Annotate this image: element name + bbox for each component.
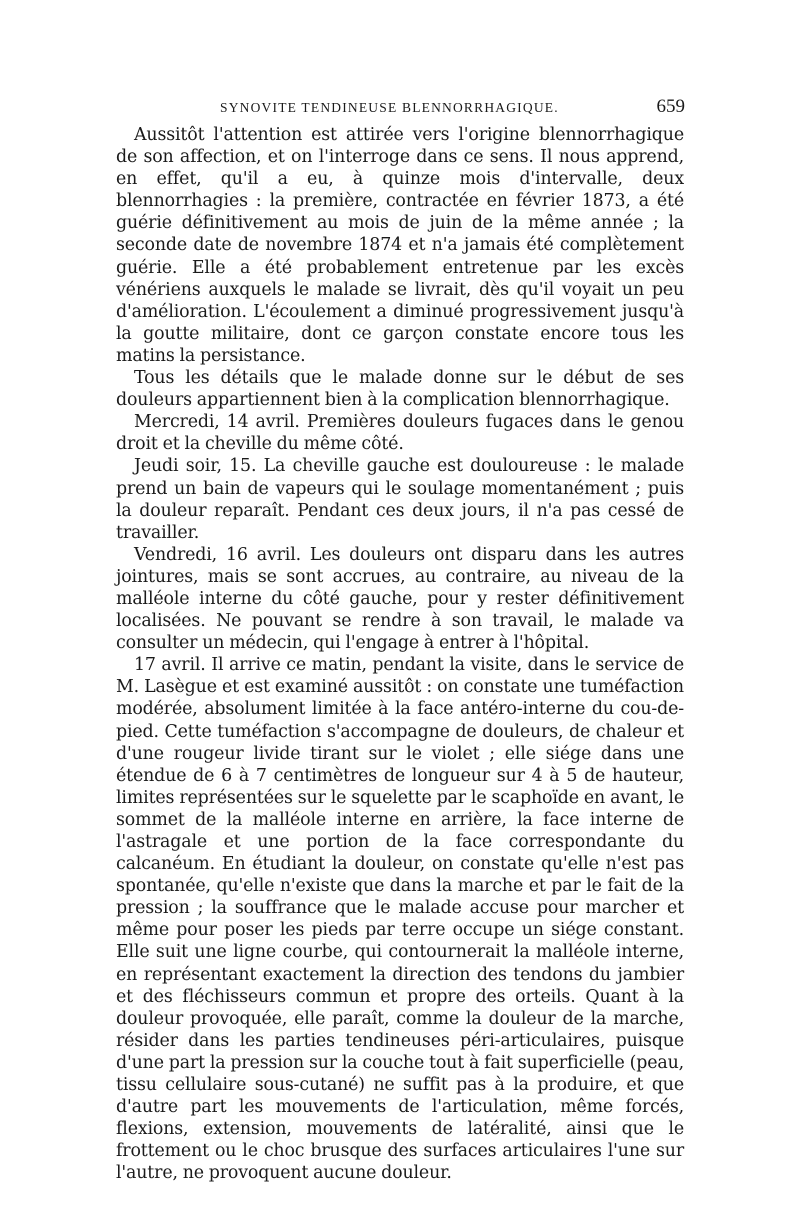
paragraph: Aussitôt l'attention est attirée vers l'origine blennorrhagique de son affection, et on l'interroge dans ce sens. Il nous apprend, en effet, qu'il a eu, à quinze mois d'intervalle, deux blennorrhagies : la première, contractée en février 1873, a été guérie définitivement au mois de juin de la même année ; la seconde date de novembre 1874 et n'a jamais été complètement guérie. Elle a été probablement entretenue par les excès vénériens auxquels le malade se livrait, dès qu'il voyait un peu d'amélioration. L'écoulement a diminué progressivement jusqu'à la goutte militaire, dont ce garçon constate encore tous les matins la persistance. xyxy=(116,125,684,366)
paragraph: Jeudi soir, 15. La cheville gauche est douloureuse : le malade prend un bain de vapeurs qui le soulage momentanément ; puis la douleur reparaît. Pendant ces deux jours, il n'a pas cessé de travailler. xyxy=(116,456,684,543)
paragraph: Tous les détails que le malade donne sur le début de ses douleurs appartiennent bien à la complication blennorrhagique. xyxy=(116,368,684,411)
paragraph: Vendredi, 16 avril. Les douleurs ont disparu dans les autres jointures, mais se sont accrues, au contraire, au niveau de la malléole interne du côté gauche, pour y rester définitivement localisées. Ne pouvant se rendre à son travail, le malade va consulter un médecin, qui l'engage à entrer à l'hôpital. xyxy=(116,544,684,654)
paragraph: Mercredi, 14 avril. Premières douleurs fugaces dans le genou droit et la cheville du même côté. xyxy=(116,412,684,455)
paragraph: 17 avril. Il arrive ce matin, pendant la visite, dans le service de M. Lasègue et est examiné aussitôt : on constate une tuméfaction modérée, absolument limitée à la face antéro-interne du cou-de-pied. Cette tuméfaction s'accompagne de douleurs, de chaleur et d'une rougeur livide tirant sur le violet ; elle siége dans une étendue de 6 à 7 centimètres de longueur sur 4 à 5 de hauteur, limites représentées sur le squelette par le scaphoïde en avant, le sommet de la malléole interne en arrière, la face interne de l'astragale et une portion de la face correspondante du calcanéum. En étudiant la douleur, on constate qu'elle n'est pas spontanée, qu'elle n'existe que dans la marche et par le fait de la pression ; la souffrance que le malade accuse pour marcher et même pour poser les pieds par terre occupe un siége constant. Elle suit une ligne courbe, qui contournerait la malléole interne, en représentant exactement la direction des tendons du jambier et des fléchisseurs commun et propre des orteils. Quant à la douleur provoquée, elle paraît, comme la douleur de la marche, résider dans les parties tendineuses péri-articulaires, puisque d'une part la pression sur la couche tout à fait superficielle (peau, tissu cellulaire sous-cutané) ne suffit pas à la produire, et que d'autre part les mouvements de l'articulation, même forcés, flexions, extension, mouvements de latéralité, ainsi que le frottement ou le choc brusque des surfaces articulaires l'une sur l'autre, ne provoquent aucune douleur. xyxy=(116,655,684,1184)
running-title: SYNOVITE TENDINEUSE BLENNORRHAGIQUE. xyxy=(220,100,559,115)
running-head xyxy=(115,96,685,122)
body-text xyxy=(116,124,684,1185)
page-number: 659 xyxy=(656,96,685,117)
